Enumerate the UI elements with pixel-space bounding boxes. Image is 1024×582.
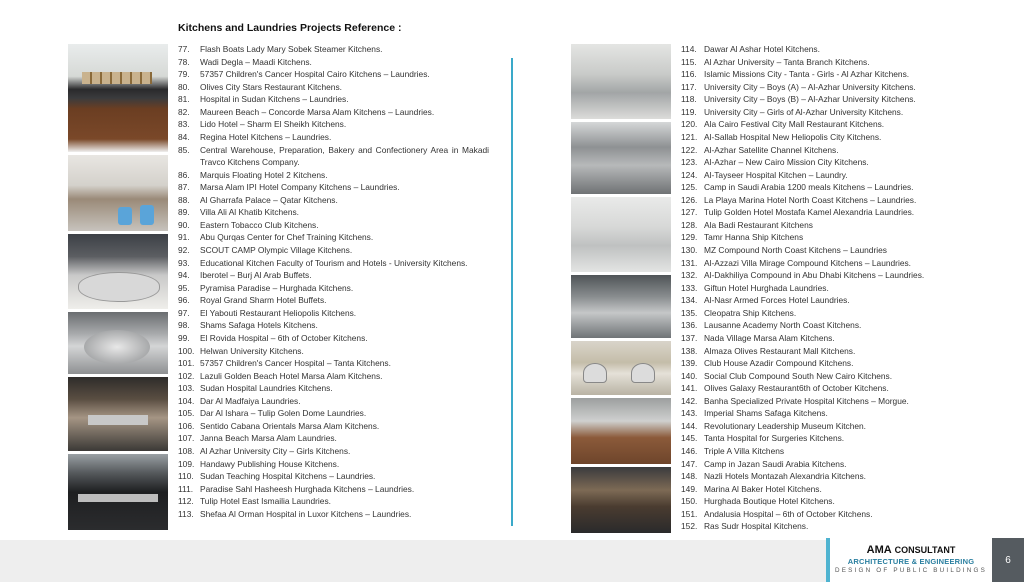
photo-column-left [68,44,168,530]
list-item [178,395,489,408]
list-item-number: 114. [681,44,697,54]
list-item-text: Olives Galaxy Restaurant6th of October Kitchens. [704,383,889,394]
list-item-text: Al Gharrafa Palace – Qatar Kitchens. [200,194,338,205]
projects-list-right [681,43,981,533]
list-item [681,106,981,119]
list-item [178,81,489,94]
list-item-number: 85. [178,144,190,155]
list-item [178,345,489,358]
list-item-text: Pyramisa Paradise – Hurghada Kitchens. [200,282,354,293]
list-item-number: 117. [681,81,697,92]
photo-wood-buffet [571,398,671,464]
list-item [681,206,981,219]
list-item-number: 82. [178,106,190,117]
list-item-number: 133. [681,282,698,293]
list-item [178,269,489,282]
list-item-number: 109. [178,458,195,469]
brand-subtitle: DESIGN OF PUBLIC BUILDINGS [834,567,988,574]
list-item-number: 144. [681,420,698,431]
list-item-text: Ala Badi Restaurant Kitchens [704,219,813,230]
list-item-text: Helwan University Kitchens. [200,345,304,356]
list-item [178,420,489,433]
photo-round-buffet [68,234,168,309]
list-item [681,345,981,358]
list-item-text: Al Azhar University – Tanta Branch Kitchens. [704,56,870,67]
company-logo [826,538,992,582]
list-item-text: Nada Village Marsa Alam Kitchens. [704,332,835,343]
list-item-text: Olives City Stars Restaurant Kitchens. [200,81,342,92]
list-item-number: 86. [178,169,190,180]
list-item [681,470,981,483]
list-item-text: Camp in Jazan Saudi Arabia Kitchens. [704,458,847,469]
list-item-text: Al-Azhar – New Cairo Mission City Kitchens. [704,157,869,168]
list-item-text: Hospital in Sudan Kitchens – Laundries. [200,94,349,105]
list-item [178,458,489,471]
list-item [178,508,489,521]
list-item-text: Lido Hotel – Sharm El Sheikh Kitchens. [200,119,347,130]
list-item-text: Club House Azadir Compound Kitchens. [704,358,854,369]
list-item-number: 129. [681,232,698,243]
list-item-text: Handawy Publishing House Kitchens. [200,458,340,469]
list-item-number: 98. [178,320,190,331]
list-item-number: 94. [178,270,190,281]
list-item [681,357,981,370]
list-item [178,219,489,232]
photo-kitchen-counters [571,44,671,119]
photo-steam-kettles [68,312,168,374]
list-item-text: Social Club Compound South New Cairo Kitchens. [704,370,893,381]
list-item-text: Al-Nasr Armed Forces Hotel Laundries. [704,295,850,306]
list-item-text: MZ Compound North Coast Kitchens – Laundries [704,245,887,255]
list-item-text: SCOUT CAMP Olympic Village Kitchens. [200,245,353,255]
list-item-number: 122. [681,144,698,155]
list-item-number: 139. [681,358,698,369]
list-item-number: 147. [681,458,698,469]
list-item-text: Revolutionary Leadership Museum Kitchen. [704,420,867,431]
list-item [178,56,489,69]
list-item-number: 115. [681,56,697,67]
list-item [681,483,981,496]
list-item-number: 92. [178,245,190,255]
list-item-number: 138. [681,345,698,356]
list-item-number: 127. [681,207,698,218]
list-item-number: 116. [681,69,697,80]
list-item-text: Sentido Cabana Orientals Marsa Alam Kitchens. [200,420,380,431]
list-item-number: 128. [681,219,698,230]
list-item-text: Almaza Olives Restaurant Mall Kitchens. [704,345,856,356]
list-item-number: 132. [681,270,698,281]
list-item [681,68,981,81]
list-item-number: 141. [681,383,698,394]
list-item-number: 79. [178,69,190,80]
photo-dining-room [68,155,168,231]
list-item-text: Wadi Degla – Maadi Kitchens. [200,56,312,67]
list-item-text: Eastern Tobacco Club Kitchens. [200,219,319,230]
list-item-number: 146. [681,446,698,456]
list-item-text: Abu Qurqas Center for Chef Training Kitchens. [200,232,374,243]
list-item [178,257,489,270]
list-item-text: Maureen Beach – Concorde Marsa Alam Kitchens – Laundries. [200,106,435,117]
list-item-number: 118. [681,94,697,105]
list-item [178,118,489,131]
list-item [178,495,489,508]
list-item-number: 145. [681,433,698,444]
list-item-text: Central Warehouse, Preparation, Bakery and Confectionery Area in Makadi Travco Kitchens Company. [200,144,489,168]
list-item-number: 97. [178,307,190,318]
list-item-number: 87. [178,182,190,193]
list-item [178,231,489,244]
list-item-text: Lausanne Academy North Coast Kitchens. [704,320,862,331]
photo-buffet-counter [68,44,168,152]
list-item-text: 57357 Children's Cancer Hospital Cairo Kitchens – Laundries. [200,69,430,80]
list-item-number: 99. [178,332,190,343]
list-item-number: 140. [681,370,698,381]
list-item-text: University City – Girls of Al-Azhar University Kitchens. [704,106,904,117]
list-item-number: 80. [178,81,190,92]
list-item [681,257,981,270]
list-item-text: Paradise Sahl Hasheesh Hurghada Kitchens – Laundries. [200,483,415,494]
list-item-text: Andalusia Hospital – 6th of October Kitchens. [704,508,873,519]
list-item-text: Royal Grand Sharm Hotel Buffets. [200,295,327,306]
list-item-text: Shams Safaga Hotels Kitchens. [200,320,318,331]
list-item-number: 105. [178,408,195,419]
list-item-text: Tanta Hospital for Surgeries Kitchens. [704,433,845,444]
list-item-number: 151. [681,508,698,519]
list-item-number: 83. [178,119,190,130]
list-item [681,382,981,395]
list-item [681,395,981,408]
list-item-text: La Playa Marina Hotel North Coast Kitchens – Laundries. [704,194,917,205]
list-item [178,432,489,445]
list-item-text: Sudan Teaching Hospital Kitchens – Laundries. [200,471,376,482]
list-item-number: 91. [178,232,190,243]
list-item-text: Iberotel – Burj Al Arab Buffets. [200,270,312,281]
list-item-text: Islamic Missions City - Tanta - Girls - Al Azhar Kitchens. [704,69,910,80]
list-item [681,520,981,533]
list-item-number: 95. [178,282,190,293]
list-item [178,194,489,207]
list-item [178,382,489,395]
list-item [681,282,981,295]
list-item-number: 135. [681,307,698,318]
list-item-text: Giftun Hotel Hurghada Laundries. [704,282,829,293]
list-item [178,445,489,458]
list-item [681,56,981,69]
list-item-text: University City – Boys (B) – Al-Azhar University Kitchens. [704,94,916,105]
list-item-text: El Yabouti Restaurant Heliopolis Kitchens. [200,307,357,318]
list-item [178,470,489,483]
list-item [681,231,981,244]
list-item-number: 131. [681,257,698,268]
list-item [681,332,981,345]
list-item [178,169,489,182]
list-item-number: 142. [681,395,698,406]
list-item [681,118,981,131]
list-item-number: 126. [681,194,698,205]
photo-restaurant-buffet [68,377,168,451]
list-item-text: Tamr Hanna Ship Kitchens [704,232,804,243]
list-item-number: 152. [681,521,698,532]
list-item [681,370,981,383]
list-item [178,206,489,219]
list-item-text: Shefaa Al Orman Hospital in Luxor Kitchens – Laundries. [200,508,412,519]
list-item [178,282,489,295]
list-item [681,508,981,521]
list-item-text: El Rovida Hospital – 6th of October Kitchens. [200,332,368,343]
photo-dark-buffet [571,467,671,533]
list-item-number: 149. [681,483,698,494]
list-item-number: 134. [681,295,698,306]
list-item-number: 110. [178,471,194,482]
list-item-number: 130. [681,245,698,255]
page-title: Kitchens and Laundries Projects Reference : [178,22,402,34]
list-item-text: Flash Boats Lady Mary Sobek Steamer Kitchens. [200,44,383,54]
list-item-number: 107. [178,433,195,444]
photo-prep-kitchen [571,197,671,272]
list-item-text: Cleopatra Ship Kitchens. [704,307,797,318]
list-item-number: 112. [178,496,194,507]
list-item-number: 96. [178,295,190,306]
page-number: 6 [992,538,1024,582]
list-item-number: 89. [178,207,190,218]
list-item-text: Al-Azhar Satellite Channel Kitchens. [704,144,839,155]
photo-black-buffet-station [68,454,168,530]
list-item-number: 84. [178,131,190,142]
list-item-text: Al-Dakhiliya Compound in Abu Dhabi Kitchens – Laundries. [704,270,925,281]
list-item [681,458,981,471]
photo-column-right [571,44,671,533]
list-item-text: Ras Sudr Hospital Kitchens. [704,521,809,532]
list-item [178,68,489,81]
list-item-number: 108. [178,446,195,456]
list-item [178,483,489,496]
list-item-text: Educational Kitchen Faculty of Tourism and Hotels - University Kitchens. [200,257,468,268]
list-item [681,194,981,207]
list-item-number: 77. [178,44,190,54]
list-item-number: 102. [178,370,195,381]
list-item-text: University City – Boys (A) – Al-Azhar University Kitchens. [704,81,916,92]
list-item-number: 136. [681,320,698,331]
list-item-text: Camp in Saudi Arabia 1200 meals Kitchens – Laundries. [704,182,914,193]
list-item [681,407,981,420]
list-item-number: 137. [681,332,698,343]
list-item [178,144,489,169]
list-item [681,319,981,332]
list-item [178,244,489,257]
list-item [681,294,981,307]
list-item-text: Lazuli Golden Beach Hotel Marsa Alam Kitchens. [200,370,383,381]
column-divider [511,58,513,526]
list-item-text: Al-Sallab Hospital New Heliopolis City Kitchens. [704,131,882,142]
list-item-text: Dar Al Madfaiya Laundries. [200,395,301,406]
list-item-number: 111. [178,483,194,494]
list-item [681,131,981,144]
list-item [681,307,981,320]
list-item [681,144,981,157]
list-item-text: Regina Hotel Kitchens – Laundries. [200,131,332,142]
list-item-number: 100. [178,345,195,356]
list-item-number: 103. [178,383,195,394]
list-item-text: Tulip Hotel East Ismailia Laundries. [200,496,331,507]
list-item-text: Banha Specialized Private Hospital Kitchens – Morgue. [704,395,909,406]
list-item-number: 124. [681,169,698,180]
list-item-number: 78. [178,56,190,67]
list-item-text: Marquis Floating Hotel 2 Kitchens. [200,169,328,180]
list-item-number: 113. [178,508,194,519]
list-item-text: Al-Azzazi Villa Mirage Compound Kitchens – Laundries. [704,257,911,268]
list-item-number: 106. [178,420,195,431]
list-item-number: 123. [681,157,698,168]
list-item-number: 120. [681,119,698,130]
list-item-text: Nazli Hotels Montazah Alexandria Kitchens. [704,471,866,482]
list-item [681,219,981,232]
list-item-number: 101. [178,358,195,369]
list-item [681,43,981,56]
list-item [178,93,489,106]
list-item-number: 104. [178,395,195,406]
brand-tagline: ARCHITECTURE & ENGINEERING [847,557,975,566]
list-item [178,106,489,119]
list-item-number: 81. [178,94,190,105]
list-item [681,181,981,194]
list-item [178,43,489,56]
list-item-text: Villa Ali Al Khatib Kitchens. [200,207,300,218]
list-item [681,432,981,445]
photo-industrial-kitchen [571,275,671,338]
list-item-number: 90. [178,219,190,230]
list-item [681,495,981,508]
list-item-text: Tulip Golden Hotel Mostafa Kamel Alexandria Laundries. [704,207,915,218]
list-item-number: 119. [681,106,697,117]
photo-chafing-dishes [571,341,671,395]
list-item [178,370,489,383]
list-item-number: 125. [681,182,698,193]
list-item [681,81,981,94]
list-item-number: 93. [178,257,190,268]
list-item-text: Ala Cairo Festival City Mall Restaurant Kitchens. [704,119,885,130]
list-item-text: Al Azhar University City – Girls Kitchens. [200,446,351,456]
list-item [681,269,981,282]
projects-list-left [178,43,489,520]
list-item-text: 57357 Children's Cancer Hospital – Tanta Kitchens. [200,358,391,369]
photo-kitchen-hoods [571,122,671,194]
list-item [681,156,981,169]
list-item [178,307,489,320]
list-item-number: 88. [178,194,190,205]
list-item-text: Al-Tayseer Hospital Kitchen – Laundry. [704,169,848,180]
list-item-text: Triple A Villa Kitchens [704,446,785,456]
list-item-text: Hurghada Boutique Hotel Kitchens. [704,496,835,507]
list-item-text: Imperial Shams Safaga Kitchens. [704,408,828,419]
list-item [681,169,981,182]
list-item-text: Marsa Alam IPI Hotel Company Kitchens – Laundries. [200,182,400,193]
list-item [681,420,981,433]
list-item-text: Dawar Al Ashar Hotel Kitchens. [704,44,820,54]
list-item-number: 148. [681,471,698,482]
list-item [178,294,489,307]
list-item [178,181,489,194]
list-item [681,93,981,106]
list-item-text: Janna Beach Marsa Alam Laundries. [200,433,337,444]
list-item [178,407,489,420]
list-item-text: Sudan Hospital Laundries Kitchens. [200,383,333,394]
brand-name: AMA CONSULTANT [866,544,956,556]
list-item [178,332,489,345]
list-item-number: 121. [681,131,698,142]
list-item [681,244,981,257]
list-item [178,319,489,332]
list-item-text: Dar Al Ishara – Tulip Golen Dome Laundries. [200,408,367,419]
list-item-number: 143. [681,408,698,419]
list-item-text: Marina Al Baker Hotel Kitchens. [704,483,822,494]
list-item [178,357,489,370]
list-item-number: 150. [681,496,698,507]
list-item [178,131,489,144]
list-item [681,445,981,458]
